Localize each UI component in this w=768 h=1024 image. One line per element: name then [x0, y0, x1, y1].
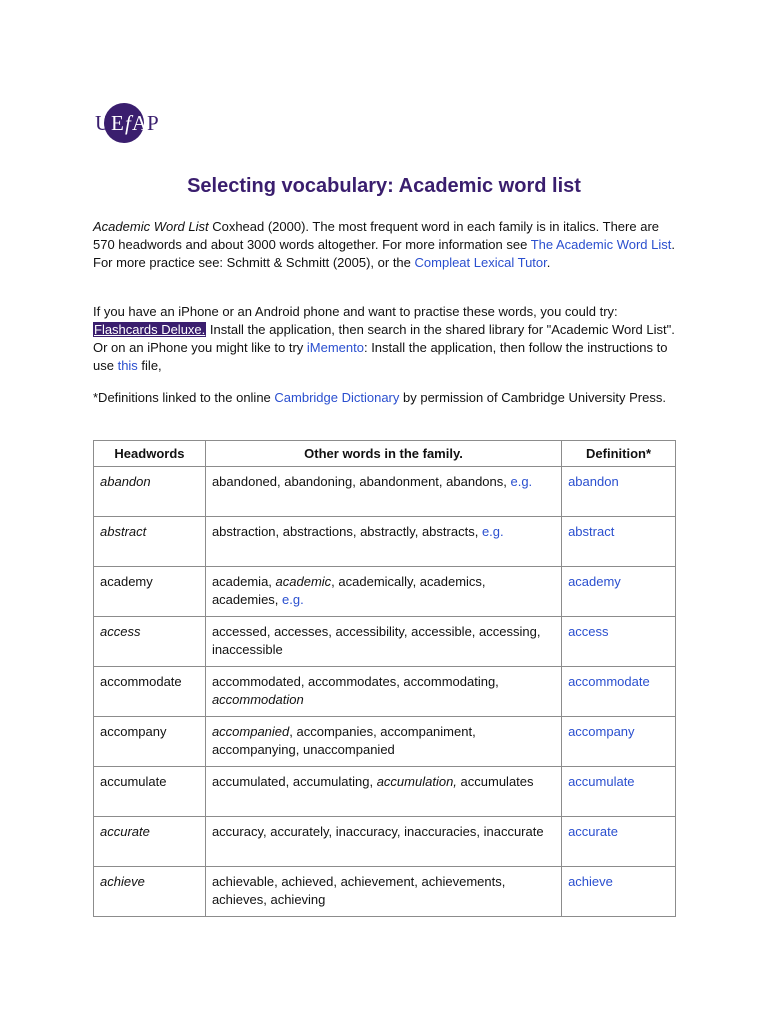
- table-row: [94, 817, 676, 867]
- headword-cell: abandon: [94, 467, 206, 517]
- svg-text:E: E: [111, 111, 124, 135]
- definition-cell: [562, 667, 676, 717]
- definition-cell: [562, 467, 676, 517]
- headword-cell: accommodate: [94, 667, 206, 717]
- definition-link[interactable]: accompany: [568, 724, 635, 739]
- apps-text: If you have an iPhone or an Android phone and want to practise these words, you could try:: [93, 304, 618, 319]
- definition-cell: [562, 567, 676, 617]
- family-word-text: accumulates: [456, 774, 534, 789]
- definition-link[interactable]: academy: [568, 574, 621, 589]
- family-words-cell: [205, 817, 561, 867]
- family-word-text: , accompanies, accompaniment, accompanying, unaccompanied: [211, 724, 476, 757]
- cambridge-dictionary-link[interactable]: Cambridge Dictionary: [274, 390, 400, 405]
- this-file-link[interactable]: this: [117, 358, 138, 373]
- family-words-cell: [205, 867, 561, 917]
- example-link[interactable]: e.g.: [481, 524, 504, 539]
- headword-cell: academy: [94, 567, 206, 617]
- definition-link[interactable]: accumulate: [568, 774, 635, 789]
- headword-cell: achieve: [94, 867, 206, 917]
- family-word-text: abstraction, abstractions, abstractly, abstracts,: [211, 524, 482, 539]
- note-text: *Definitions linked to the online: [93, 390, 275, 405]
- apps-paragraph: [93, 303, 683, 375]
- definition-cell: [562, 617, 676, 667]
- intro-text: .: [546, 255, 551, 270]
- headword-cell: accumulate: [94, 767, 206, 817]
- table-row: [94, 767, 676, 817]
- family-word-text: academic: [275, 574, 332, 589]
- example-link[interactable]: e.g.: [510, 474, 533, 489]
- table-row: [94, 567, 676, 617]
- definition-cell: [562, 867, 676, 917]
- definition-link[interactable]: abstract: [568, 524, 615, 539]
- flashcards-deluxe-link[interactable]: Flashcards Deluxe.: [94, 322, 206, 337]
- apps-text: file,: [137, 358, 162, 373]
- svg-text:f: f: [125, 111, 131, 135]
- family-word-text: accommodation: [211, 692, 304, 707]
- awl-italic-text: Academic Word List: [93, 219, 209, 234]
- headword-cell: accompany: [94, 717, 206, 767]
- svg-text:A: A: [132, 111, 148, 135]
- table-row: [94, 517, 676, 567]
- compleat-lexical-tutor-link[interactable]: Compleat Lexical Tutor: [414, 255, 547, 270]
- definition-link[interactable]: abandon: [568, 474, 619, 489]
- family-word-text: , academically, academics, academies,: [211, 574, 486, 607]
- header-other-words: Other words in the family.: [205, 441, 561, 467]
- table-row: [94, 717, 676, 767]
- definition-cell: [562, 717, 676, 767]
- family-word-text: academia,: [211, 574, 276, 589]
- definition-link[interactable]: accommodate: [568, 674, 650, 689]
- family-words-cell: [205, 517, 561, 567]
- intro-paragraph: [93, 218, 683, 272]
- family-word-text: accessed, accesses, accessibility, accessible, accessing, inaccessible: [211, 624, 541, 657]
- family-words-cell: [205, 567, 561, 617]
- family-word-text: abandoned, abandoning, abandonment, abandons,: [211, 474, 511, 489]
- header-headwords: Headwords: [94, 441, 206, 467]
- apps-text: Install the application, then search in the shared library for "Academic Word List". Or on an iPhone you might like to try: [93, 322, 675, 355]
- family-word-text: accumulated, accumulating,: [211, 774, 377, 789]
- family-word-text: accumulation,: [376, 774, 457, 789]
- family-word-text: accuracy, accurately, inaccuracy, inaccuracies, inaccurate: [211, 824, 544, 839]
- definitions-note: [93, 389, 683, 407]
- headword-cell: abstract: [94, 517, 206, 567]
- family-word-text: achievable, achieved, achievement, achievements, achieves, achieving: [211, 874, 506, 907]
- definition-cell: [562, 817, 676, 867]
- family-words-cell: [205, 667, 561, 717]
- definition-link[interactable]: access: [568, 624, 609, 639]
- headword-cell: accurate: [94, 817, 206, 867]
- family-word-text: accompanied: [211, 724, 290, 739]
- definition-link[interactable]: accurate: [568, 824, 618, 839]
- definition-cell: [562, 517, 676, 567]
- definition-cell: [562, 767, 676, 817]
- table-row: [94, 667, 676, 717]
- table-row: [94, 867, 676, 917]
- family-words-cell: [205, 617, 561, 667]
- svg-text:U: U: [95, 111, 111, 135]
- family-words-cell: [205, 767, 561, 817]
- imemento-link[interactable]: iMemento: [306, 340, 364, 355]
- family-words-cell: [205, 467, 561, 517]
- family-words-cell: [205, 717, 561, 767]
- header-definition: Definition*: [562, 441, 676, 467]
- note-text: by permission of Cambridge University Press.: [399, 390, 666, 405]
- awl-info-link[interactable]: The Academic Word List: [530, 237, 672, 252]
- svg-text:P: P: [147, 111, 159, 135]
- word-list-table: [93, 440, 676, 917]
- example-link[interactable]: e.g.: [282, 592, 304, 607]
- table-row: [94, 467, 676, 517]
- intro-text: . For more practice see: Schmitt & Schmitt (2005), or the: [93, 237, 675, 270]
- table-row: [94, 617, 676, 667]
- uefap-logo: [94, 101, 166, 145]
- headword-cell: access: [94, 617, 206, 667]
- page-title: Selecting vocabulary: Academic word list: [187, 175, 581, 197]
- intro-text: Coxhead (2000). The most frequent word in each family is in italics. There are 570 headwords and about 3000 words altogether. For more information see: [93, 219, 659, 252]
- table-header-row: [94, 441, 676, 467]
- apps-text: : Install the application, then follow the instructions to use: [93, 340, 668, 373]
- family-word-text: accommodated, accommodates, accommodating,: [211, 674, 499, 689]
- definition-link[interactable]: achieve: [568, 874, 613, 889]
